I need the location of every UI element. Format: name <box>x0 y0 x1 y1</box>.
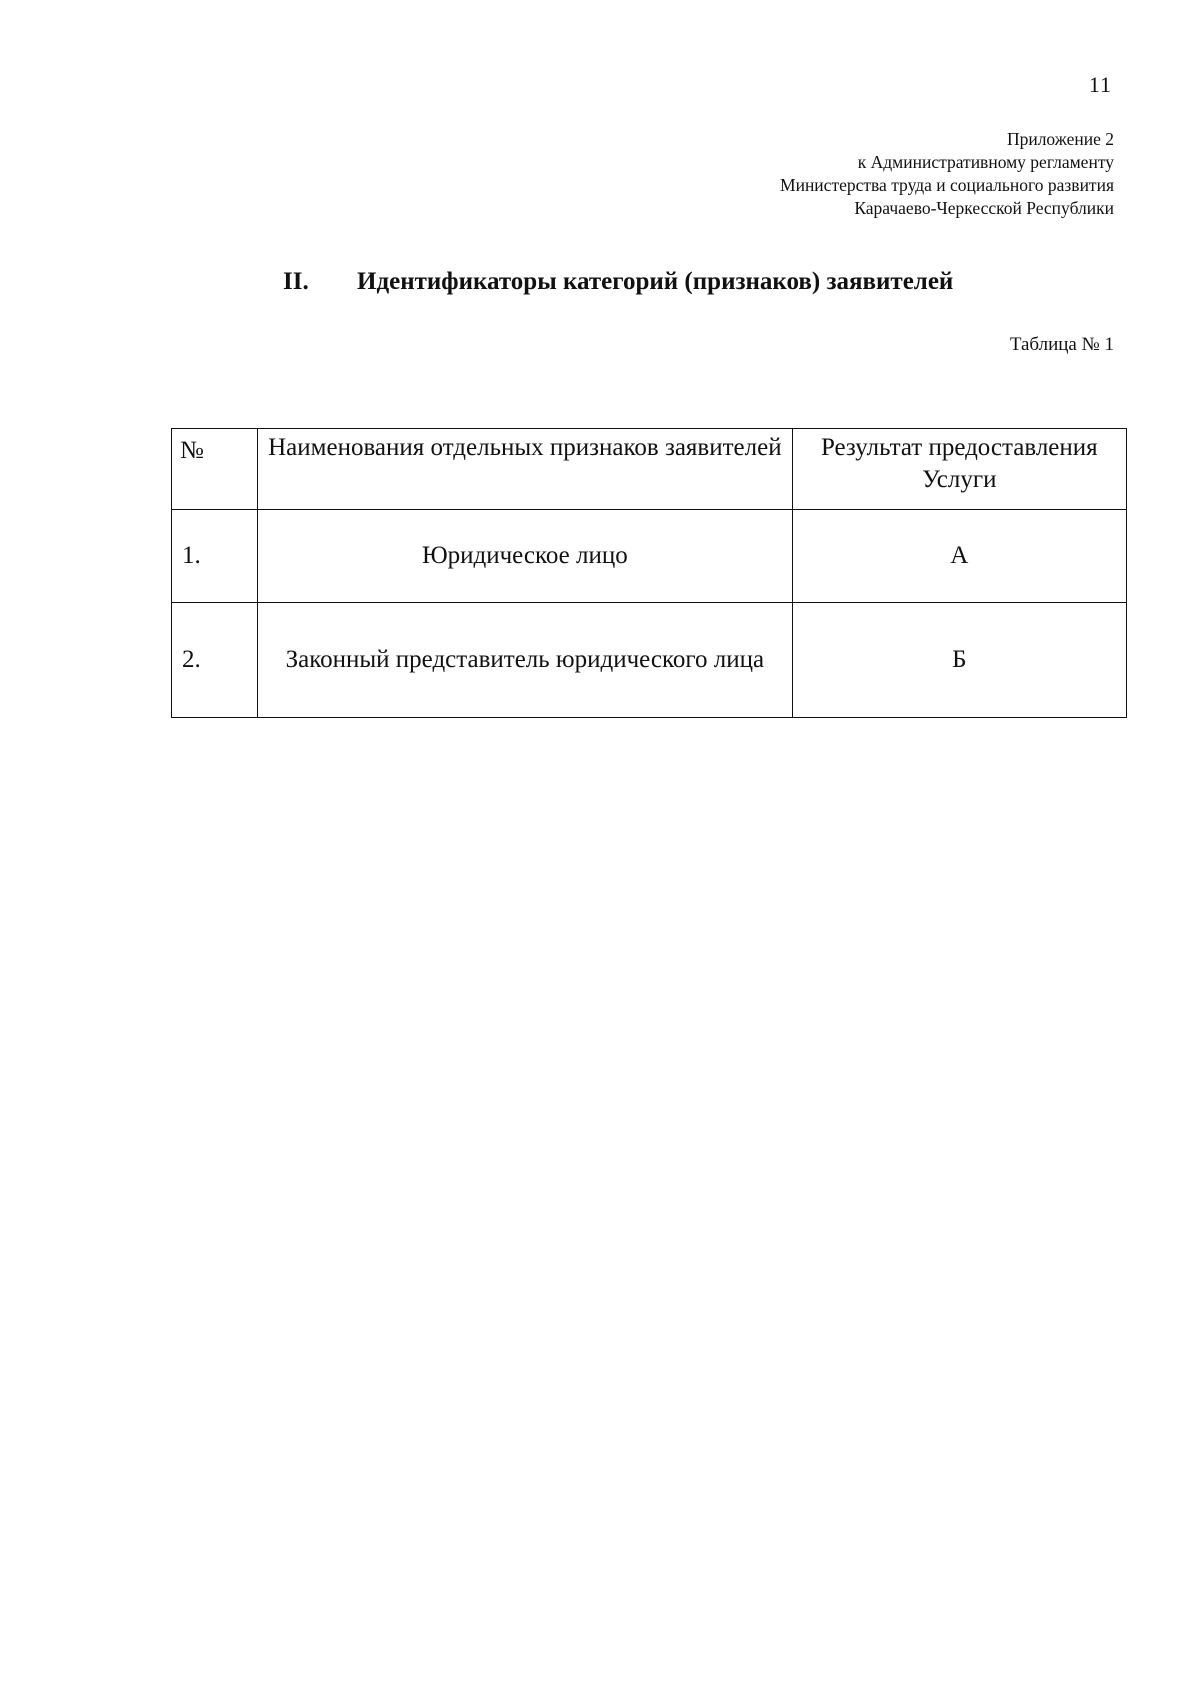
appendix-line: Министерства труда и социального развития <box>780 175 1114 195</box>
section-numeral: II. <box>283 268 309 295</box>
section-title: Идентификаторы категорий (признаков) заявителей <box>357 268 954 295</box>
header-name: Наименования отдельных признаков заявителей <box>258 429 793 510</box>
identifiers-table <box>171 428 1127 718</box>
table-row <box>172 603 1127 718</box>
appendix-line: Приложение 2 <box>1006 129 1114 149</box>
appendix-line: к Административному регламенту <box>857 152 1114 172</box>
row-name: Юридическое лицо <box>258 510 793 603</box>
header-number: № <box>172 429 258 510</box>
header-result: Результат предоставления Услуги <box>792 429 1126 510</box>
row-number: 2. <box>172 603 258 718</box>
table-header-row <box>172 429 1127 510</box>
row-result: А <box>792 510 1126 603</box>
table-caption: Таблица № 1 <box>1009 334 1114 355</box>
appendix-line: Карачаево-Черкесской Республики <box>854 198 1114 218</box>
appendix-note <box>554 128 1114 220</box>
row-name: Законный представитель юридического лица <box>258 603 793 718</box>
table-row <box>172 510 1127 603</box>
row-result: Б <box>792 603 1126 718</box>
page-number: 11 <box>1088 72 1112 97</box>
row-number: 1. <box>172 510 258 603</box>
section-heading <box>283 268 953 296</box>
